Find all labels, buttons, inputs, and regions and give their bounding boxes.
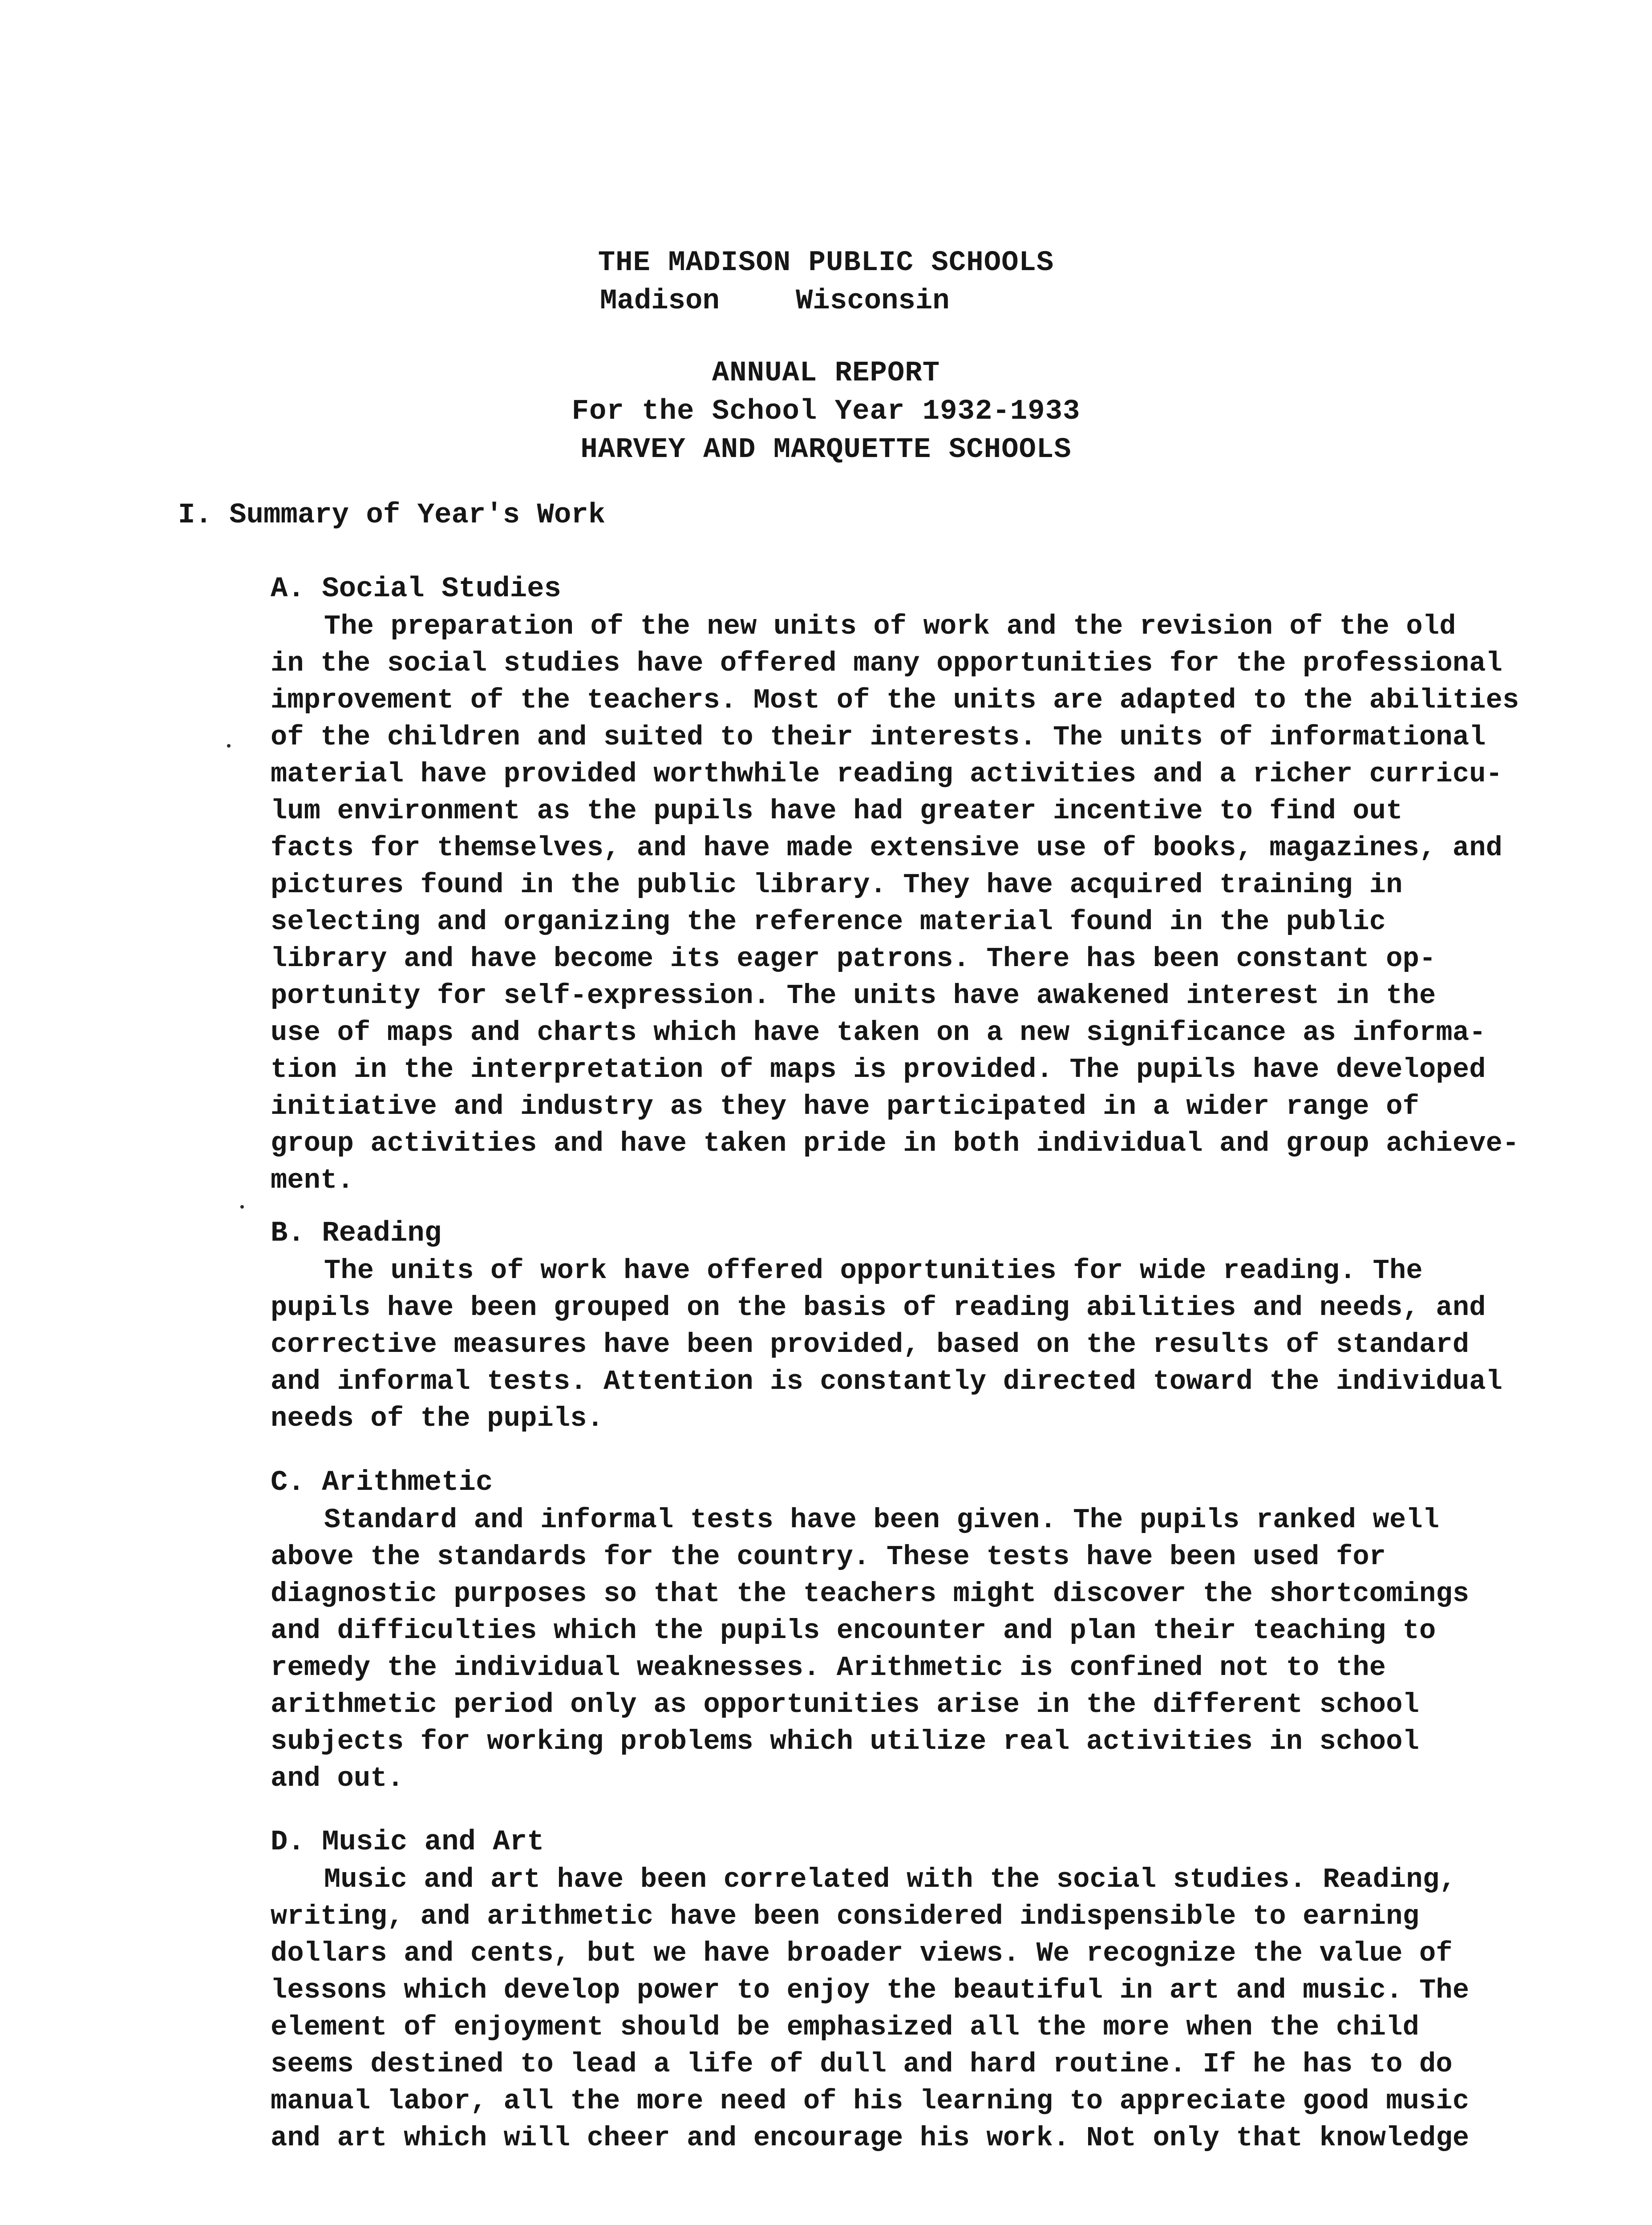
text-line: pupils have been grouped on the basis of reading abilities and needs, and bbox=[271, 1292, 1486, 1323]
text-line: remedy the individual weaknesses. Arithmetic is confined not to the bbox=[271, 1652, 1386, 1683]
text-line: manual labor, all the more need of his learning to appreciate good music bbox=[271, 2085, 1470, 2117]
text-line: diagnostic purposes so that the teachers might discover the shortcomings bbox=[271, 1578, 1470, 1610]
school-names: HARVEY AND MARQUETTE SCHOOLS bbox=[580, 434, 1072, 466]
text-line: and informal tests. Attention is constantly directed toward the individual bbox=[271, 1366, 1503, 1397]
subsection-arithmetic bbox=[271, 1464, 1615, 1797]
city-name: Madison bbox=[600, 285, 720, 317]
text-line: selecting and organizing the reference material found in the public bbox=[271, 906, 1386, 938]
text-line: element of enjoyment should be emphasized all the more when the child bbox=[271, 2011, 1420, 2043]
subsection-heading: D. Music and Art bbox=[271, 1826, 544, 1858]
subsection-music-and-art bbox=[271, 1824, 1615, 2156]
text-line: seems destined to lead a life of dull and hard routine. If he has to do bbox=[271, 2048, 1453, 2080]
text-line: Standard and informal tests have been given. The pupils ranked well bbox=[324, 1504, 1440, 1536]
text-line: and out. bbox=[271, 1763, 404, 1794]
text-line: in the social studies have offered many opportunities for the professional bbox=[271, 647, 1503, 679]
text-line: initiative and industry as they have participated in a wider range of bbox=[271, 1091, 1420, 1122]
text-line: group activities and have taken pride in both individual and group achieve- bbox=[271, 1128, 1519, 1159]
text-line: facts for themselves, and have made extensive use of books, magazines, and bbox=[271, 832, 1503, 864]
stray-ink-mark bbox=[227, 744, 231, 748]
text-line: and difficulties which the pupils encounter and plan their teaching to bbox=[271, 1615, 1436, 1646]
text-line: lum environment as the pupils have had greater incentive to find out bbox=[271, 795, 1403, 827]
report-heading bbox=[0, 354, 1652, 469]
state-name: Wisconsin bbox=[796, 285, 950, 317]
text-line: of the children and suited to their interests. The units of informational bbox=[271, 721, 1486, 753]
text-line: needs of the pupils. bbox=[271, 1403, 604, 1434]
district-name: THE MADISON PUBLIC SCHOOLS bbox=[598, 247, 1054, 279]
subsection-heading: C. Arithmetic bbox=[271, 1467, 493, 1499]
text-line: corrective measures have been provided, based on the results of standard bbox=[271, 1329, 1470, 1360]
text-line: pictures found in the public library. They have acquired training in bbox=[271, 869, 1403, 901]
text-line: dollars and cents, but we have broader views. We recognize the value of bbox=[271, 1938, 1453, 1969]
text-line: arithmetic period only as opportunities arise in the different school bbox=[271, 1689, 1420, 1720]
text-line: lessons which develop power to enjoy the beautiful in art and music. The bbox=[271, 1974, 1470, 2006]
text-line: library and have become its eager patrons. There has been constant op- bbox=[271, 943, 1436, 975]
report-title: ANNUAL REPORT bbox=[712, 357, 940, 389]
text-line: improvement of the teachers. Most of the units are adapted to the abilities bbox=[271, 684, 1519, 716]
text-line: tion in the interpretation of maps is provided. The pupils have developed bbox=[271, 1054, 1486, 1085]
text-line: material have provided worthwhile reading activities and a richer curricu- bbox=[271, 758, 1503, 790]
text-line: The preparation of the new units of work and the revision of the old bbox=[324, 611, 1456, 642]
school-year: For the School Year 1932-1933 bbox=[571, 396, 1081, 428]
subsection-reading bbox=[271, 1215, 1615, 1437]
subsection-heading: A. Social Studies bbox=[271, 573, 561, 605]
text-line: writing, and arithmetic have been considered indispensible to earning bbox=[271, 1901, 1420, 1932]
text-line: above the standards for the country. These tests have been used for bbox=[271, 1541, 1386, 1573]
text-line: subjects for working problems which utilize real activities in school bbox=[271, 1726, 1420, 1757]
text-line: portunity for self-expression. The units have awakened interest in the bbox=[271, 980, 1436, 1011]
section-title: I. Summary of Year's Work bbox=[178, 499, 606, 531]
document-header bbox=[0, 244, 1652, 282]
stray-ink-mark bbox=[240, 1205, 244, 1209]
text-line: use of maps and charts which have taken on a new significance as informa- bbox=[271, 1017, 1486, 1048]
subsection-social-studies bbox=[271, 570, 1615, 1199]
text-line: and art which will cheer and encourage his work. Not only that knowledge bbox=[271, 2122, 1470, 2154]
subsection-heading: B. Reading bbox=[271, 1218, 442, 1250]
text-line: The units of work have offered opportunities for wide reading. The bbox=[324, 1255, 1423, 1286]
text-line: ment. bbox=[271, 1165, 354, 1196]
text-line: Music and art have been correlated with the social studies. Reading, bbox=[324, 1864, 1456, 1895]
